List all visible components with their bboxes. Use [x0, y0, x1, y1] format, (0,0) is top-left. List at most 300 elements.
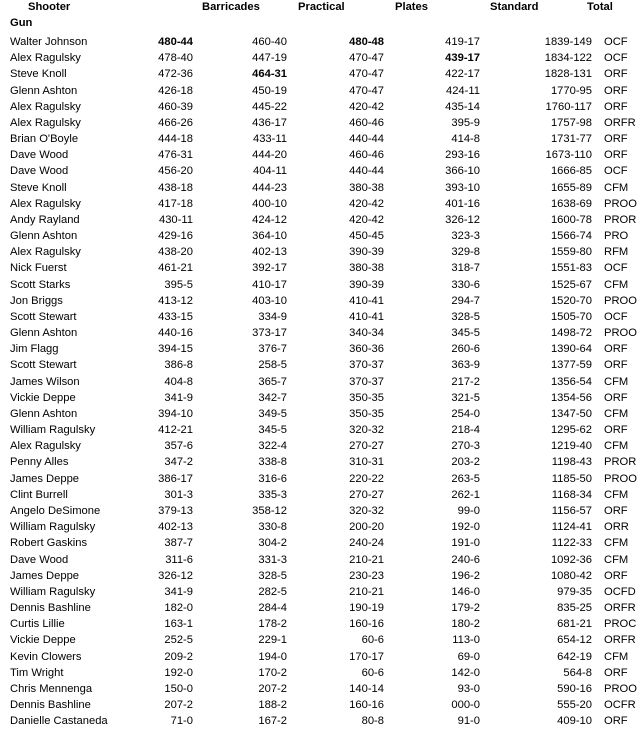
barricades-score: 429-16: [158, 230, 193, 243]
total-score: 1731-77: [550, 133, 592, 146]
practical-score: 282-5: [258, 585, 287, 598]
gun-class: ORF: [604, 343, 628, 356]
practical-score: 444-23: [252, 181, 287, 194]
plates-score: 140-14: [349, 682, 384, 695]
plates-score: 350-35: [349, 407, 384, 420]
plates-score: 160-16: [349, 699, 384, 712]
standard-score: 328-5: [451, 310, 480, 323]
barricades-score: 326-12: [158, 569, 193, 582]
total-score: 1551-83: [550, 262, 592, 275]
barricades-score: 404-8: [164, 375, 193, 388]
standard-score: 91-0: [457, 715, 480, 728]
standard-score: 192-0: [451, 521, 480, 534]
practical-score: 207-2: [258, 682, 287, 695]
total-score: 1834-122: [544, 52, 592, 65]
practical-score: 331-3: [258, 553, 287, 566]
barricades-score: 252-5: [164, 634, 193, 647]
gun-class: ORF: [604, 84, 628, 97]
practical-score: 194-0: [258, 650, 287, 663]
gun-class: ORF: [604, 149, 628, 162]
table-row: [0, 390, 639, 406]
table-row: [0, 99, 639, 115]
total-score: 1760-117: [545, 100, 592, 113]
table-row: [0, 616, 639, 632]
barricades-score: 480-44: [158, 36, 193, 48]
table-row: [0, 212, 639, 228]
practical-score: 445-22: [252, 100, 287, 113]
plates-score: 360-36: [349, 343, 384, 356]
barricades-score: 417-18: [158, 197, 193, 210]
standard-score: 345-5: [451, 327, 480, 340]
shooter-name: Danielle Castaneda: [10, 715, 108, 728]
header-barricades: Barricades: [202, 1, 260, 13]
plates-score: 470-47: [349, 84, 384, 97]
total-score: 1122-33: [551, 537, 592, 550]
gun-class: CFM: [604, 278, 629, 291]
plates-score: 380-38: [349, 262, 384, 275]
standard-score: 330-6: [451, 278, 480, 291]
plates-score: 80-8: [361, 715, 384, 728]
total-score: 835-25: [557, 602, 592, 615]
gun-class: OCF: [604, 310, 628, 323]
total-score: 1566-74: [550, 230, 592, 243]
shooter-name: Scott Stewart: [10, 310, 77, 323]
plates-score: 410-41: [349, 310, 384, 323]
plates-score: 240-24: [349, 537, 384, 550]
standard-score: 424-11: [445, 84, 480, 97]
practical-score: 316-6: [258, 472, 287, 485]
standard-score: 000-0: [451, 699, 480, 712]
gun-class: PROO: [604, 197, 637, 210]
barricades-score: 192-0: [164, 666, 193, 679]
practical-score: 364-10: [252, 230, 287, 243]
gun-class: ORF: [604, 68, 628, 81]
total-score: 1198-43: [551, 456, 592, 469]
barricades-score: 461-21: [158, 262, 193, 275]
shooter-name: Alex Ragulsky: [10, 52, 81, 65]
shooter-name: Alex Ragulsky: [10, 246, 81, 259]
gun-class: CFM: [604, 181, 629, 194]
barricades-score: 386-8: [164, 359, 193, 372]
table-row: [0, 50, 639, 66]
plates-score: 340-34: [349, 327, 384, 340]
shooter-name: Glenn Ashton: [10, 84, 78, 97]
shooter-name: Kevin Clowers: [10, 650, 82, 663]
total-score: 681-21: [557, 618, 592, 631]
standard-score: 393-10: [445, 181, 480, 194]
total-score: 1757-98: [550, 116, 592, 129]
barricades-score: 209-2: [164, 650, 193, 663]
shooter-name: Scott Starks: [10, 278, 71, 291]
plates-score: 390-39: [349, 246, 384, 259]
gun-class: ORF: [604, 424, 628, 437]
standard-score: 321-5: [451, 391, 480, 404]
practical-score: 403-10: [252, 294, 287, 307]
shooter-name: Andy Rayland: [10, 213, 80, 226]
practical-score: 258-5: [258, 359, 287, 372]
shooter-name: Jon Briggs: [10, 294, 63, 307]
total-score: 1092-36: [550, 553, 592, 566]
shooter-name: William Ragulsky: [10, 521, 96, 534]
standard-score: 318-7: [451, 262, 480, 275]
plates-score: 450-45: [349, 230, 384, 243]
total-score: 1666-85: [550, 165, 592, 178]
plates-score: 370-37: [349, 359, 384, 372]
table-row: [0, 325, 639, 341]
table-row: [0, 406, 639, 422]
table-row: [0, 649, 639, 665]
barricades-score: 395-5: [164, 278, 193, 291]
shooter-name: Glenn Ashton: [10, 407, 78, 420]
shooter-name: Alex Ragulsky: [10, 440, 81, 453]
barricades-score: 394-15: [158, 343, 193, 356]
gun-class: OCF: [604, 36, 628, 48]
table-row: [0, 487, 639, 503]
table-row: [0, 260, 639, 276]
plates-score: 310-31: [349, 456, 384, 469]
table-row: [0, 422, 639, 438]
standard-score: 363-9: [451, 359, 480, 372]
standard-score: 329-8: [451, 246, 480, 259]
standard-score: 395-9: [451, 116, 480, 129]
gun-class: ORR: [604, 521, 629, 534]
table-row: [0, 535, 639, 551]
practical-score: 450-19: [252, 84, 287, 97]
table-row: [0, 454, 639, 470]
barricades-score: 341-9: [164, 391, 193, 404]
table-row: [0, 115, 639, 131]
gun-class: ORF: [604, 666, 628, 679]
shooter-name: Vickie Deppe: [10, 634, 76, 647]
gun-class: RFM: [604, 246, 629, 259]
shooter-name: Curtis Lillie: [10, 618, 65, 631]
barricades-score: 402-13: [158, 521, 193, 534]
gun-class: PROO: [604, 294, 637, 307]
plates-score: 160-16: [349, 618, 384, 631]
gun-class: OCFR: [604, 699, 636, 712]
practical-score: 167-2: [258, 715, 287, 728]
gun-class: CFM: [604, 407, 629, 420]
gun-class: ORF: [604, 133, 628, 146]
barricades-score: 456-20: [158, 165, 193, 178]
plates-score: 200-20: [349, 521, 384, 534]
gun-class: CFM: [604, 650, 629, 663]
total-score: 1354-56: [550, 391, 592, 404]
total-score: 1390-64: [550, 343, 592, 356]
plates-score: 270-27: [349, 488, 384, 501]
plates-score: 440-44: [349, 165, 384, 178]
barricades-score: 163-1: [164, 618, 193, 631]
shooter-name: William Ragulsky: [10, 585, 96, 598]
total-score: 1498-72: [550, 327, 592, 340]
practical-score: 436-17: [252, 116, 287, 129]
table-row: [0, 568, 639, 584]
standard-score: 422-17: [445, 68, 480, 81]
barricades-score: 476-31: [158, 149, 193, 162]
practical-score: 424-12: [252, 213, 287, 226]
total-score: 1673-110: [545, 149, 592, 162]
plates-score: 420-42: [349, 100, 384, 113]
barricades-score: 478-40: [158, 52, 193, 65]
plates-score: 380-38: [349, 181, 384, 194]
barricades-score: 472-36: [158, 68, 193, 81]
gun-class: ORF: [604, 359, 628, 372]
barricades-score: 387-7: [164, 537, 193, 550]
gun-class: OCF: [604, 262, 628, 275]
gun-class: PROR: [604, 213, 637, 226]
shooter-name: James Deppe: [10, 472, 80, 485]
standard-score: 414-8: [451, 133, 480, 146]
plates-score: 370-37: [349, 375, 384, 388]
total-score: 1156-57: [551, 504, 592, 517]
total-score: 1356-54: [550, 375, 592, 388]
plates-score: 410-41: [349, 294, 384, 307]
shooter-name: Clint Burrell: [10, 488, 68, 501]
standard-score: 196-2: [451, 569, 480, 582]
practical-score: 392-17: [252, 262, 287, 275]
barricades-score: 412-21: [158, 424, 193, 437]
shooter-name: Steve Knoll: [10, 68, 67, 81]
practical-score: 342-7: [258, 391, 287, 404]
standard-score: 146-0: [451, 585, 480, 598]
table-row: [0, 584, 639, 600]
standard-score: 366-10: [445, 165, 480, 178]
table-row: [0, 697, 639, 713]
shooter-name: Jim Flagg: [10, 343, 59, 356]
shooter-name: Alex Ragulsky: [10, 116, 81, 129]
shooter-name: Robert Gaskins: [10, 537, 88, 550]
practical-score: 376-7: [258, 343, 287, 356]
practical-score: 404-11: [252, 165, 287, 178]
table-row: [0, 131, 639, 147]
gun-class: ORF: [604, 569, 628, 582]
gun-class: PROO: [604, 327, 637, 340]
gun-class: PRO: [604, 230, 629, 243]
table-row: [0, 244, 639, 260]
table-row: [0, 228, 639, 244]
total-score: 1219-40: [550, 440, 592, 453]
gun-class: ORFR: [604, 602, 636, 615]
standard-score: 435-14: [445, 100, 480, 113]
table-row: [0, 309, 639, 325]
plates-score: 440-44: [349, 133, 384, 146]
standard-score: 326-12: [445, 213, 480, 226]
total-score: 1124-41: [551, 521, 592, 534]
shooter-name: Dennis Bashline: [10, 602, 91, 615]
gun-class: ORF: [604, 715, 628, 728]
standard-score: 217-2: [451, 375, 480, 388]
total-score: 1185-50: [551, 472, 592, 485]
table-row: [0, 519, 639, 535]
table-row: [0, 681, 639, 697]
gun-class: CFM: [604, 537, 629, 550]
total-score: 1655-89: [550, 181, 592, 194]
barricades-score: 311-6: [165, 553, 193, 566]
table-row: [0, 665, 639, 681]
practical-score: 284-4: [258, 602, 287, 615]
barricades-score: 379-13: [158, 504, 193, 517]
barricades-score: 430-11: [158, 213, 193, 226]
gun-class: ORF: [604, 100, 628, 113]
table-row: [0, 341, 639, 357]
practical-score: 444-20: [252, 149, 287, 162]
standard-score: 69-0: [457, 650, 480, 663]
table-row: [0, 552, 639, 568]
total-score: 1347-50: [550, 407, 592, 420]
shooter-name: Dennis Bashline: [10, 699, 91, 712]
shooter-name: Glenn Ashton: [10, 230, 78, 243]
plates-score: 460-46: [349, 149, 384, 162]
shooter-name: Dave Wood: [10, 165, 69, 178]
total-score: 1377-59: [550, 359, 592, 372]
total-score: 1520-70: [550, 294, 592, 307]
table-row: [0, 180, 639, 196]
practical-score: 365-7: [258, 375, 287, 388]
standard-score: 323-3: [451, 230, 480, 243]
standard-score: 419-17: [445, 36, 480, 48]
gun-class: ORF: [604, 504, 628, 517]
table-row: [0, 163, 639, 179]
practical-score: 170-2: [258, 666, 287, 679]
gun-class: ORFR: [604, 116, 636, 129]
barricades-score: 301-3: [164, 488, 193, 501]
shooter-name: James Deppe: [10, 569, 80, 582]
standard-score: 203-2: [451, 456, 480, 469]
practical-score: 447-19: [252, 52, 287, 65]
practical-score: 304-2: [258, 537, 287, 550]
standard-score: 179-2: [451, 602, 480, 615]
shooter-name: Steve Knoll: [10, 181, 67, 194]
standard-score: 191-0: [451, 537, 480, 550]
barricades-score: 426-18: [158, 84, 193, 97]
practical-score: 349-5: [258, 407, 287, 420]
plates-score: 470-47: [349, 52, 384, 65]
plates-score: 420-42: [349, 213, 384, 226]
practical-score: 400-10: [252, 197, 287, 210]
total-score: 1839-149: [544, 36, 592, 48]
practical-score: 178-2: [258, 618, 287, 631]
plates-score: 460-46: [349, 116, 384, 129]
table-row: [0, 374, 639, 390]
standard-score: 93-0: [457, 682, 480, 695]
gun-class: PROO: [604, 682, 637, 695]
total-score: 1600-78: [550, 213, 592, 226]
table-row: [0, 357, 639, 373]
header-standard: Standard: [490, 1, 539, 13]
plates-score: 390-39: [349, 278, 384, 291]
shooter-name: Alex Ragulsky: [10, 100, 81, 113]
total-score: 590-16: [557, 682, 592, 695]
shooter-name: Scott Stewart: [10, 359, 77, 372]
barricades-score: 413-12: [158, 294, 193, 307]
shooter-name: Tim Wright: [10, 666, 64, 679]
table-row: [0, 503, 639, 519]
plates-score: 210-21: [349, 553, 384, 566]
gun-class: PROO: [604, 472, 637, 485]
shooter-name: Alex Ragulsky: [10, 197, 81, 210]
standard-score: 270-3: [451, 440, 480, 453]
header-practical: Practical: [298, 1, 345, 13]
plates-score: 320-32: [349, 504, 384, 517]
standard-score: 99-0: [457, 504, 480, 517]
practical-score: 328-5: [258, 569, 287, 582]
gun-class: PROC: [604, 618, 637, 631]
total-score: 1505-70: [550, 310, 592, 323]
total-score: 1295-62: [550, 424, 592, 437]
table-row: [0, 438, 639, 454]
barricades-score: 440-16: [158, 327, 193, 340]
gun-class: ORFR: [604, 634, 636, 647]
plates-score: 320-32: [349, 424, 384, 437]
plates-score: 170-17: [349, 650, 384, 663]
barricades-score: 438-18: [158, 181, 193, 194]
header-gun: Gun: [10, 17, 33, 29]
table-row: [0, 293, 639, 309]
gun-class: CFM: [604, 440, 629, 453]
plates-score: 60-6: [361, 666, 384, 679]
total-score: 1559-80: [550, 246, 592, 259]
practical-score: 330-8: [258, 521, 287, 534]
gun-class: OCF: [604, 165, 628, 178]
practical-score: 410-17: [252, 278, 287, 291]
total-score: 409-10: [557, 715, 592, 728]
standard-score: 180-2: [451, 618, 480, 631]
shooter-name: Penny Alles: [10, 456, 69, 469]
barricades-score: 71-0: [170, 715, 193, 728]
total-score: 1168-34: [551, 488, 592, 501]
standard-score: 439-17: [445, 52, 480, 65]
table-row: [0, 196, 639, 212]
barricades-score: 341-9: [164, 585, 193, 598]
total-score: 1770-95: [550, 84, 592, 97]
practical-score: 464-31: [252, 68, 287, 81]
shooter-name: William Ragulsky: [10, 424, 96, 437]
table-row: [0, 277, 639, 293]
gun-class: CFM: [604, 488, 629, 501]
shooter-name: Glenn Ashton: [10, 327, 78, 340]
standard-score: 262-1: [451, 488, 480, 501]
shooter-name: Vickie Deppe: [10, 391, 76, 404]
barricades-score: 460-39: [158, 100, 193, 113]
table-row: [0, 471, 639, 487]
practical-score: 345-5: [258, 424, 287, 437]
header-total: Total: [587, 1, 613, 13]
standard-score: 218-4: [451, 424, 480, 437]
plates-score: 190-19: [349, 602, 384, 615]
practical-score: 334-9: [258, 310, 287, 323]
total-score: 564-8: [563, 666, 592, 679]
total-score: 979-35: [557, 585, 592, 598]
barricades-score: 357-6: [164, 440, 193, 453]
practical-score: 460-40: [252, 36, 287, 48]
practical-score: 358-12: [252, 504, 287, 517]
practical-score: 188-2: [258, 699, 287, 712]
barricades-score: 444-18: [158, 133, 193, 146]
barricades-score: 433-15: [158, 310, 193, 323]
barricades-score: 386-17: [158, 472, 193, 485]
plates-score: 350-35: [349, 391, 384, 404]
header-shooter: Shooter: [28, 1, 71, 13]
total-score: 1828-131: [544, 68, 592, 81]
total-score: 1638-69: [550, 197, 592, 210]
shooter-name: Walter Johnson: [10, 36, 88, 48]
gun-class: ORF: [604, 391, 628, 404]
gun-class: OCFD: [604, 585, 636, 598]
shooter-name: Dave Wood: [10, 149, 69, 162]
header-plates: Plates: [395, 1, 428, 13]
practical-score: 322-4: [258, 440, 287, 453]
gun-class: OCF: [604, 52, 628, 65]
